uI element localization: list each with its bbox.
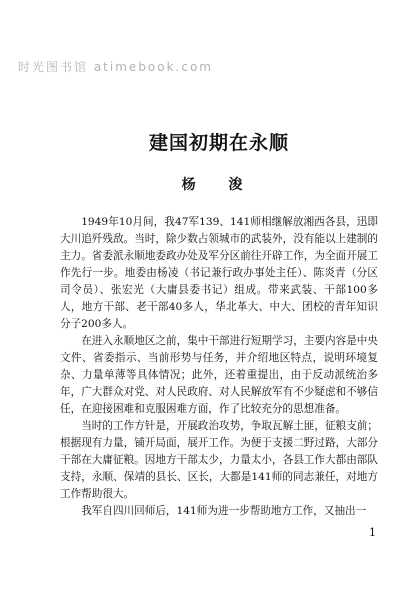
paragraph: 当时的工作方针是，开展政治攻势，争取瓦解土匪，征粮支前；根据现有力量，铺开局面，展开工作。为便于支援二野过路，大部分干部在大庸征粮。因地方干部太少，力量太小，各县工作大都由部队支持，永顺、保靖的县长、区长，大都是141师的同志兼任，对地方工作帮助很大。 [60,420,378,500]
paragraph: 1949年10月间，我47军139、141师相继解放湘西各县，迅即大川追歼残敌。当时，除少数占领城市的武装外，没有能以上建制的主力。省委派永顺地委政办处及军分区前往开辟工作，为全面开展工作先行一步。地委由杨凌（书记兼行政办事处主任）、陈炎青（分区司令员）、张宏光（大庸县委书记）组成。带来武装、干部100多人，地方干部、老干部40多人，华北革大、中大、团校的青年知识分子200多人。 [60,216,378,330]
document-page [60,0,378,600]
watermark: 时光图书馆 atimebook.com [18,60,213,74]
author-name: 杨 浚 [181,177,257,193]
article-body [60,214,378,520]
article-title: 建国初期在永顺 [148,132,289,154]
paragraph: 我军自四川回师后，141师为进一步帮助地方工作，又抽出一 [81,505,367,517]
page-number: 1 [369,526,376,539]
paragraph: 在进入永顺地区之前，集中干部进行短期学习，主要内容是中央文件、省委指示、当前形势与任务，并介绍地区特点，说明环境复杂、力量单薄等具体情况；此外，还着重提出，由于反动派统治多年，广大群众对党、对人民政府、对人民解放军有不少疑虑和不够信任，在迎接困难和克服困难方面，作了比较充分的思想准备。 [60,335,378,415]
